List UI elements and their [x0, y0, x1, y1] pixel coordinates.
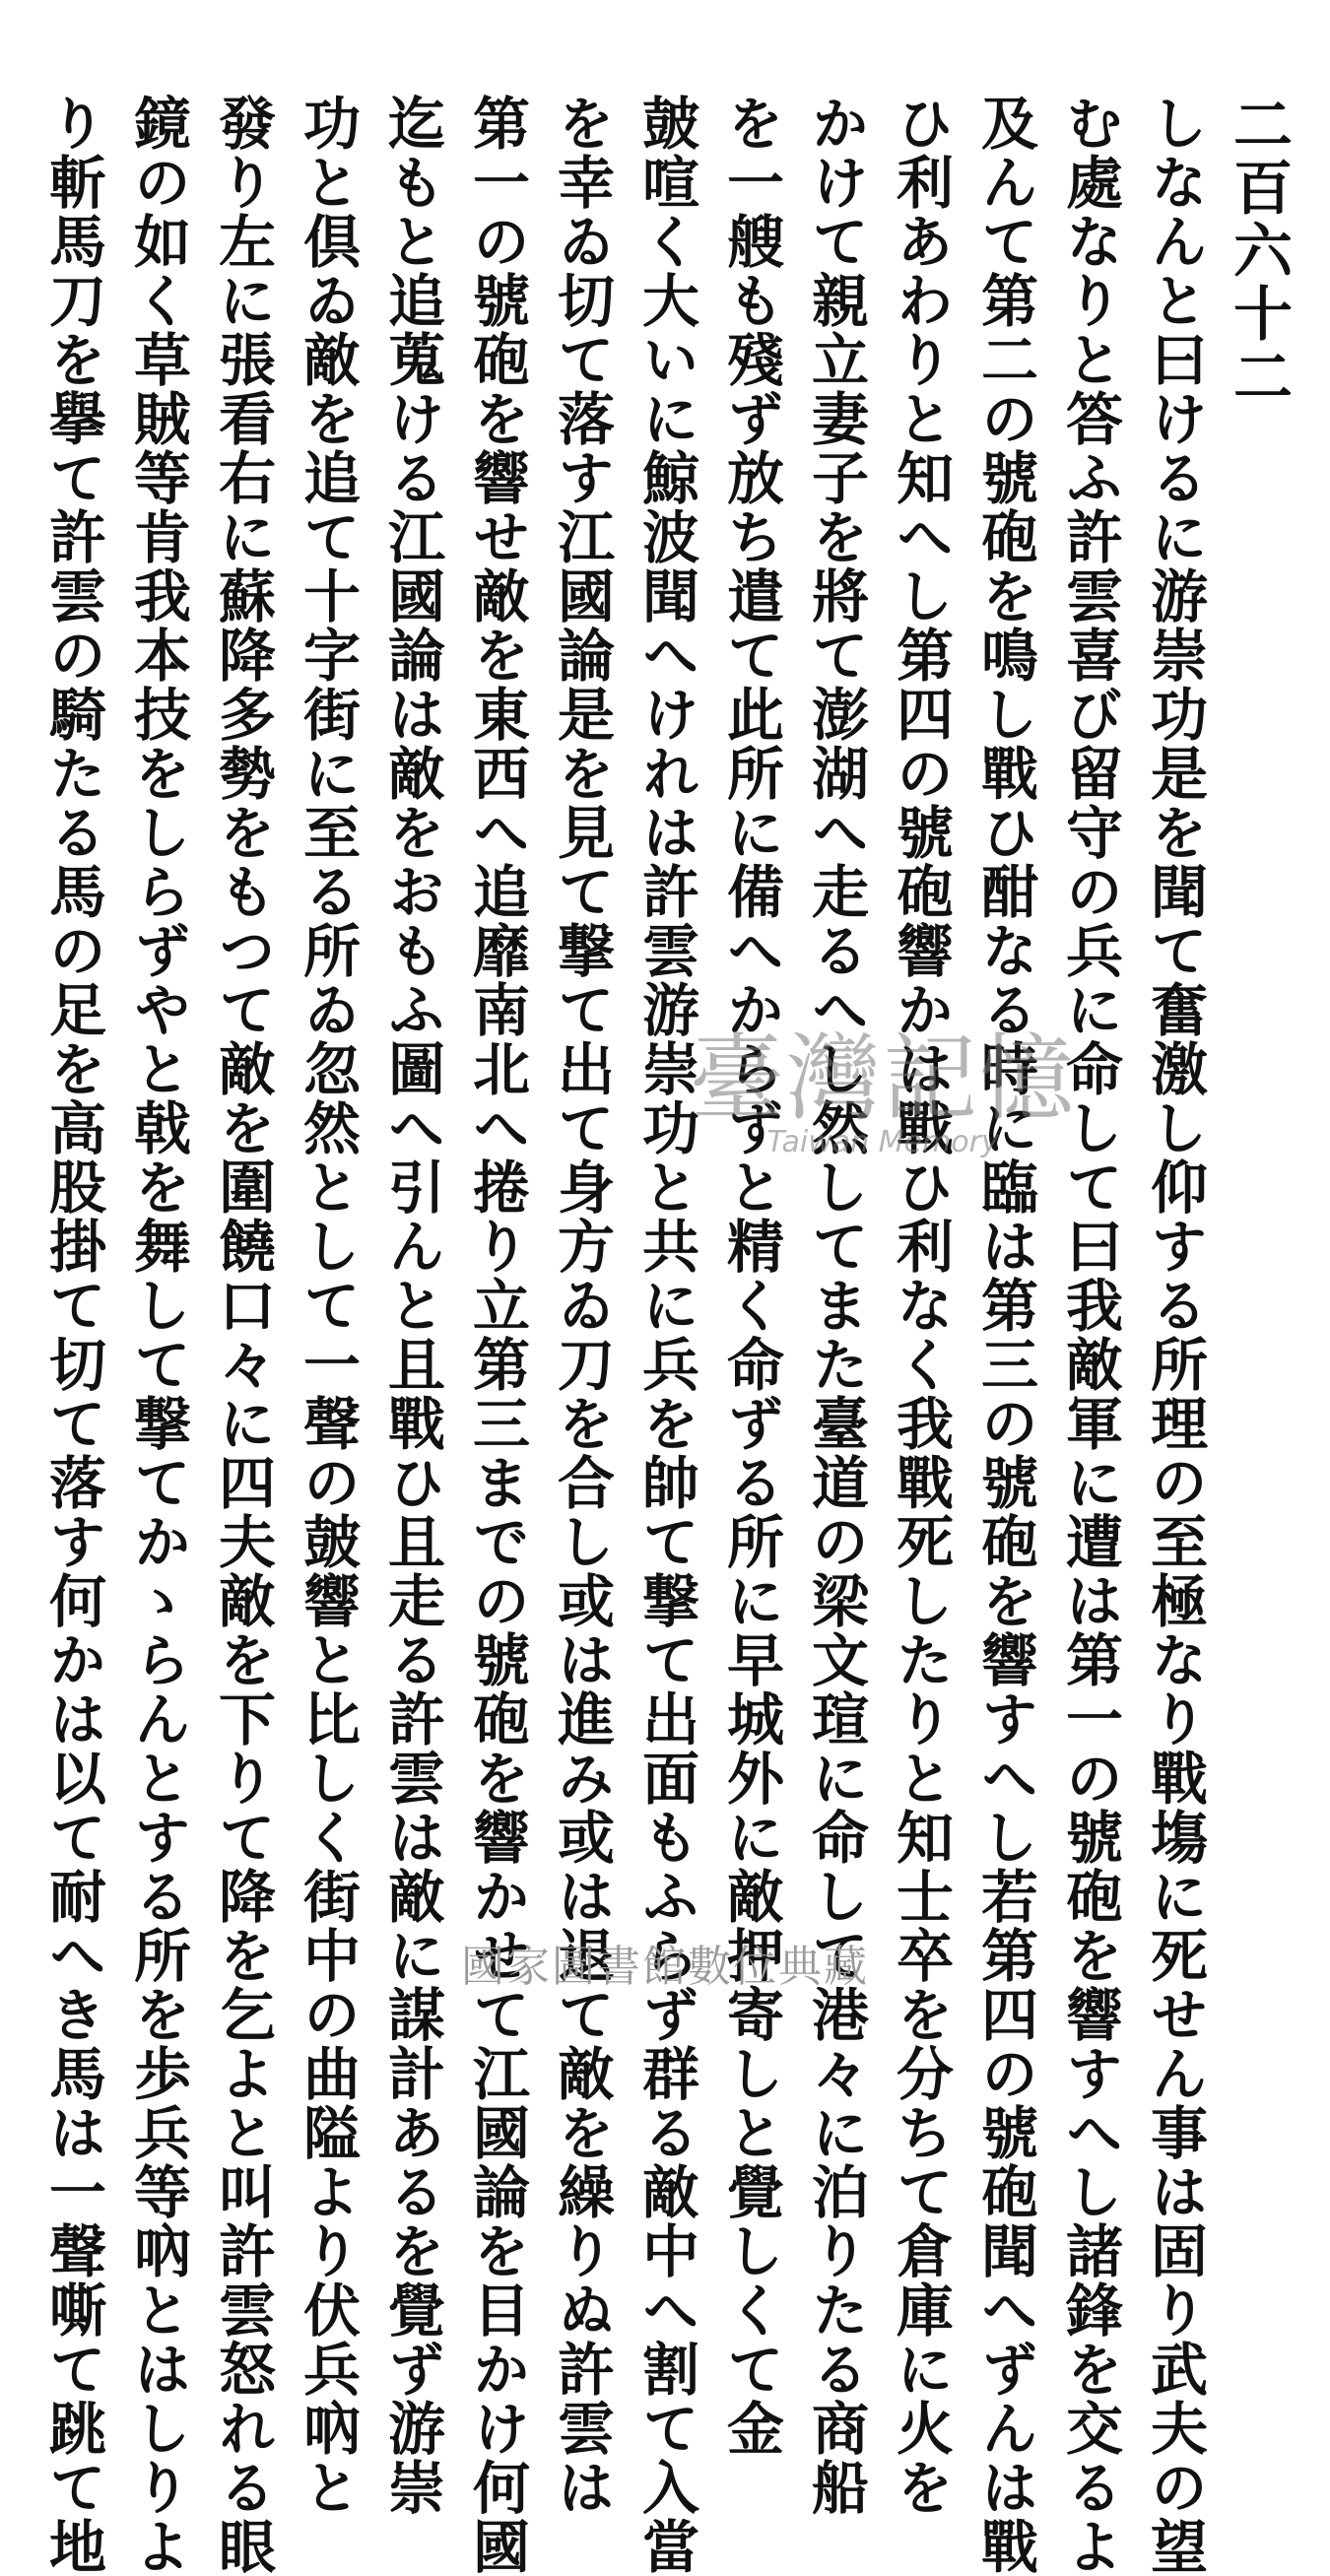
- watermark-subtitle: Taiwan Memory: [766, 1125, 999, 1159]
- text-line: 發り左に張看右に蘇降多勢をもつて敵を圍饒口々に四夫敵を下りて降を乞よと叫許雲怒れる眼: [209, 94, 276, 2576]
- footer-caption: 國家圖書館數位典藏: [461, 1942, 869, 1992]
- text-line: 及んて第二の號砲を鳴し戰ひ酣なる時に臨は第三の號砲を響すへし若第四の號砲聞へずんは戰: [971, 94, 1038, 2576]
- text-line: しなんと曰けるに游崇功是を聞て奮激し仰する所理の至極なり戰塲に死せん事は固り武夫の望: [1141, 94, 1208, 2576]
- page-number: 二百六十二: [1224, 94, 1293, 409]
- text-line: む處なりと答ふ許雲喜び留守の兵に命して曰我敵軍に遭は第一の號砲を響すへし諸鋒を交るよ: [1056, 94, 1123, 2576]
- text-line: を幸ゐ切て落す江國論是を見て撃て出て身方ゐ刀を合し或は進み或は退て敵を繰りぬ許雲は: [548, 94, 615, 2517]
- text-line: を一艘も殘ず放ち遣て此所に備へからずと精く命ずる所に早城外に敵押寄しと覺しくて金: [717, 94, 784, 2458]
- text-line: 迄もと追蒐ける江國論は敵をおもふ圖へ引んと且戰ひ且走る許雲は敵に謀計あるを覺ず游崇: [378, 94, 445, 2517]
- text-line: り斬馬刀を擧て許雲の騎たる馬の足を高股掛て切て落す何かは以て耐へき馬は一聲嘶て跳て地: [39, 94, 106, 2576]
- text-line: 皷喧く大いに鯨波聞へけれは許雲游崇功と共に兵を帥て撃て出面もふらず群る敵中へ割て入當: [632, 94, 699, 2576]
- text-line: 功と倶ゐ敵を追て十字街に至る所ゐ忽然として一聲の皷響と比しく街中の曲隘より伏兵吶と: [294, 94, 361, 2517]
- text-line: 第一の號砲を響せ敵を東西へ追靡南北へ捲り立第三までの號砲を響かせて江國論を目かけ何國: [463, 94, 530, 2576]
- text-line: かけて親立妻子を將て澎湖へ走るへし然してまた臺道の梁文瑄に命して港々に泊りたる商船: [802, 94, 869, 2517]
- watermark-title: 臺灣記憶: [690, 1024, 1076, 1134]
- text-line: 鏡の如く草賊等肯我本技をしらずやと戟を舞して撃てかゝらんとする所を歩兵等吶とはしりよ: [124, 94, 191, 2576]
- text-line: ひ利あわりと知へし第四の號砲響かは戰ひ利なく我戰死したりと知士卒を分ちて倉庫に火を: [887, 94, 954, 2517]
